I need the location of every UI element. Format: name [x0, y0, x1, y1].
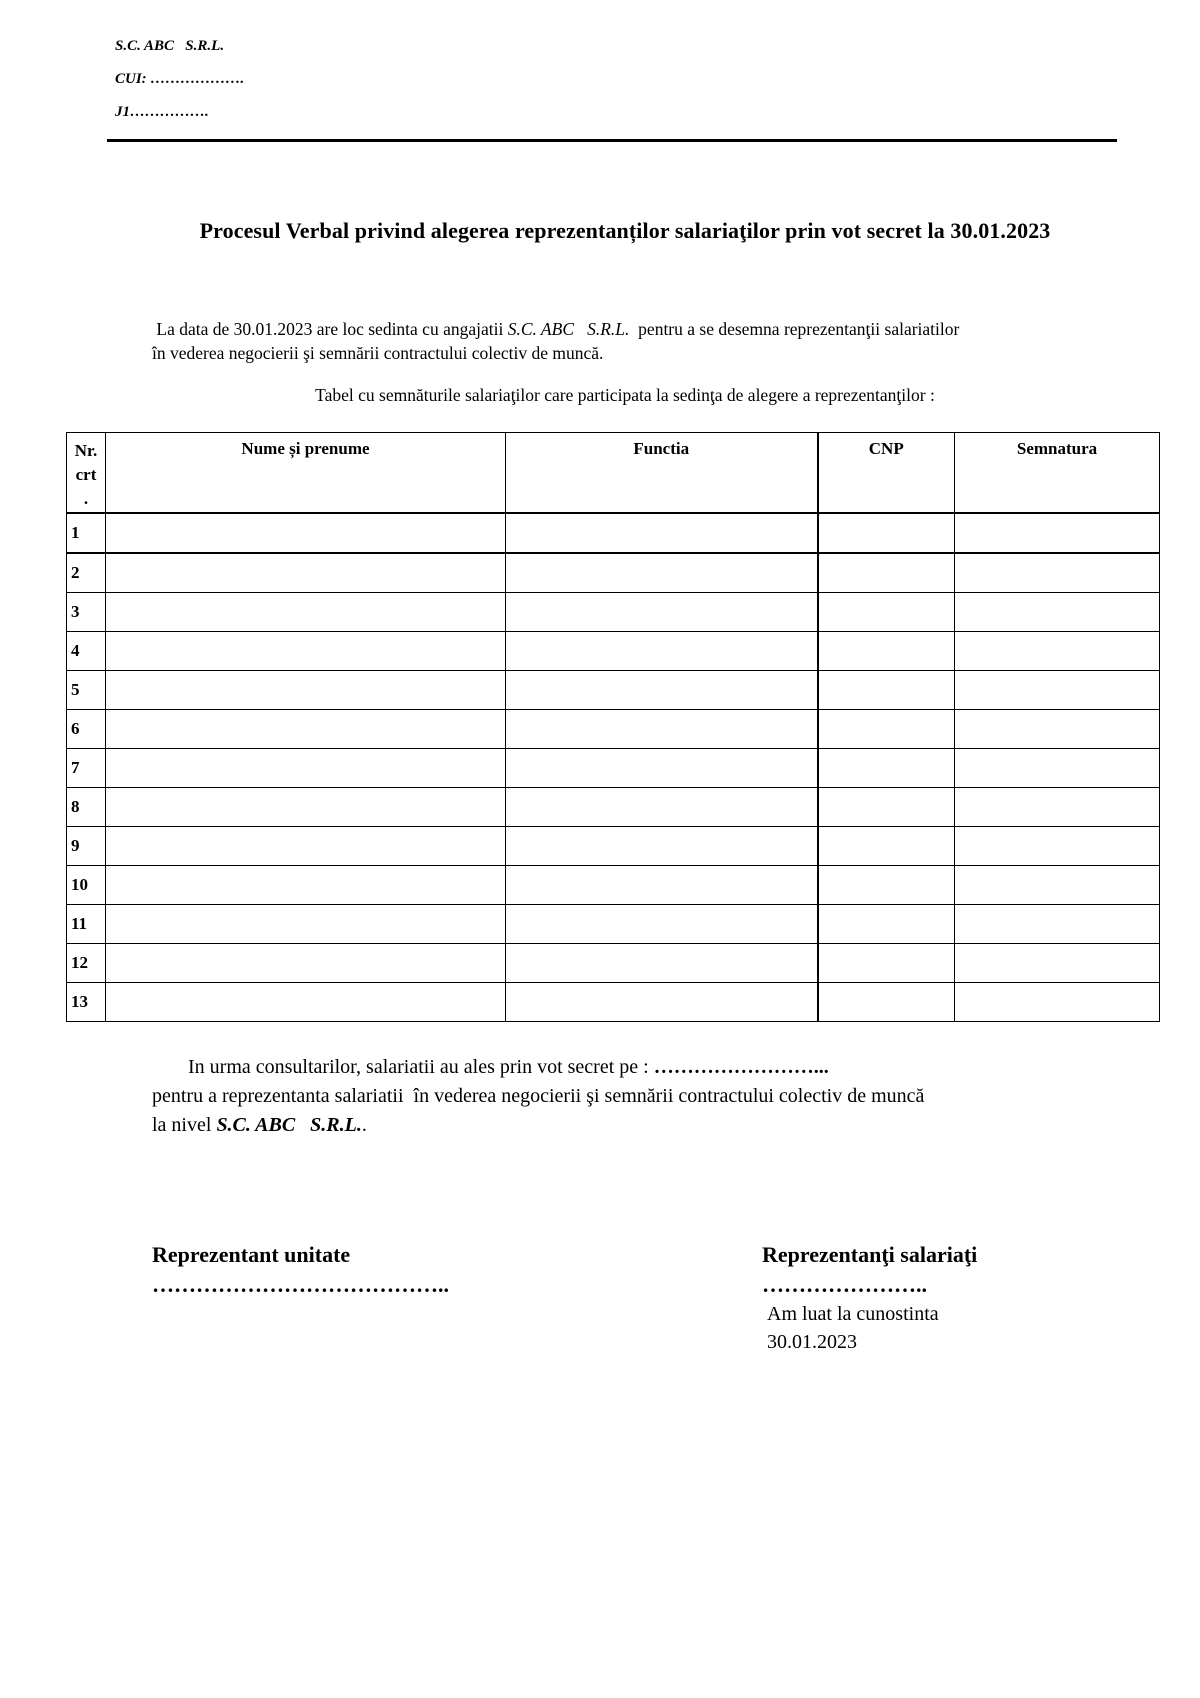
cell-function[interactable] — [506, 631, 818, 670]
cell-signature[interactable] — [955, 943, 1160, 982]
employees-signature-block — [762, 1240, 977, 1356]
cell-cnp[interactable] — [818, 865, 955, 904]
table-row — [67, 709, 1160, 748]
cell-cnp[interactable] — [818, 553, 955, 593]
table-row — [67, 943, 1160, 982]
elected-name-placeholder: ……………………... — [653, 1056, 829, 1078]
header-signature: Semnatura — [955, 433, 1160, 513]
cell-name[interactable] — [106, 865, 506, 904]
result-text-1: In urma consultarilor, salariatii au ales prin vot secret pe : — [188, 1056, 654, 1078]
intro-company: S.C. ABC S.R.L. — [507, 319, 630, 339]
result-company: S.C. ABC S.R.L. — [216, 1114, 362, 1136]
table-row — [67, 826, 1160, 865]
row-number: 6 — [67, 709, 106, 748]
employees-representative-title: Reprezentanţi salariaţi — [762, 1242, 978, 1267]
row-number: 7 — [67, 748, 106, 787]
cell-function[interactable] — [506, 826, 818, 865]
cell-signature[interactable] — [955, 631, 1160, 670]
row-number: 10 — [67, 865, 106, 904]
cell-function[interactable] — [506, 748, 818, 787]
table-row — [67, 631, 1160, 670]
row-number: 12 — [67, 943, 106, 982]
cell-name[interactable] — [106, 513, 506, 553]
result-paragraph — [152, 1053, 1122, 1140]
cell-function[interactable] — [506, 865, 818, 904]
table-row — [67, 904, 1160, 943]
employees-signature-line: ………………….. — [762, 1272, 927, 1297]
cell-name[interactable] — [106, 904, 506, 943]
intro-text-1: La data de 30.01.2023 are loc sedinta cu angajatii — [152, 319, 508, 339]
header-cnp: CNP — [818, 433, 955, 513]
result-line-2: pentru a reprezentanta salariatii în vederea negocierii şi semnării contractului colectiv de muncă — [152, 1085, 925, 1107]
cell-signature[interactable] — [955, 592, 1160, 631]
cell-name[interactable] — [106, 631, 506, 670]
company-cui: CUI: ………………. — [115, 71, 245, 87]
employer-representative-title: Reprezentant unitate — [152, 1242, 351, 1267]
cell-name[interactable] — [106, 670, 506, 709]
row-number: 2 — [67, 553, 106, 593]
intro-text-2: pentru a se desemna reprezentanţii salariatilor — [629, 319, 960, 339]
cell-cnp[interactable] — [818, 787, 955, 826]
result-text-3: la nivel — [152, 1114, 217, 1136]
employer-signature-line: ………………………………….. — [152, 1272, 449, 1297]
table-row — [67, 865, 1160, 904]
header-name: Nume și prenume — [106, 433, 506, 513]
signature-table — [66, 432, 1160, 1022]
cell-cnp[interactable] — [818, 826, 955, 865]
table-row — [67, 982, 1160, 1021]
cell-signature[interactable] — [955, 513, 1160, 553]
cell-cnp[interactable] — [818, 631, 955, 670]
cell-function[interactable] — [506, 943, 818, 982]
cell-name[interactable] — [106, 709, 506, 748]
cell-cnp[interactable] — [818, 982, 955, 1021]
cell-function[interactable] — [506, 787, 818, 826]
row-number: 5 — [67, 670, 106, 709]
cell-signature[interactable] — [955, 865, 1160, 904]
cell-function[interactable] — [506, 709, 818, 748]
cell-name[interactable] — [106, 982, 506, 1021]
cell-function[interactable] — [506, 592, 818, 631]
cell-function[interactable] — [506, 670, 818, 709]
table-row — [67, 592, 1160, 631]
cell-signature[interactable] — [955, 670, 1160, 709]
company-registration: J1……………. — [115, 104, 209, 120]
cell-name[interactable] — [106, 943, 506, 982]
cell-cnp[interactable] — [818, 670, 955, 709]
intro-line-1 — [152, 317, 1102, 341]
cell-signature[interactable] — [955, 748, 1160, 787]
row-number: 1 — [67, 513, 106, 553]
cell-name[interactable] — [106, 826, 506, 865]
cell-cnp[interactable] — [818, 904, 955, 943]
table-header-row — [67, 433, 1160, 513]
company-name: S.C. ABC S.R.L. — [115, 38, 225, 54]
cell-cnp[interactable] — [818, 943, 955, 982]
result-line-1 — [152, 1053, 1122, 1082]
cell-signature[interactable] — [955, 982, 1160, 1021]
intro-line-2: în vederea negocierii şi semnării contractului colectiv de muncă. — [152, 343, 604, 363]
table-row — [67, 670, 1160, 709]
row-number: 9 — [67, 826, 106, 865]
result-line-3 — [152, 1111, 1122, 1140]
header-nr-crt — [67, 433, 106, 513]
cell-signature[interactable] — [955, 553, 1160, 593]
cell-name[interactable] — [106, 787, 506, 826]
employer-signature-block — [152, 1240, 449, 1300]
company-header — [115, 30, 244, 129]
header-function: Functia — [506, 433, 818, 513]
cell-cnp[interactable] — [818, 513, 955, 553]
row-number: 13 — [67, 982, 106, 1021]
row-number: 3 — [67, 592, 106, 631]
table-caption: Tabel cu semnăturile salariaţilor care participata la sedinţa de alegere a reprezentanţilor : — [315, 385, 935, 405]
cell-signature[interactable] — [955, 904, 1160, 943]
cell-function[interactable] — [506, 982, 818, 1021]
cell-cnp[interactable] — [818, 748, 955, 787]
cell-cnp[interactable] — [818, 709, 955, 748]
row-number: 11 — [67, 904, 106, 943]
cell-function[interactable] — [506, 553, 818, 593]
cell-function[interactable] — [506, 513, 818, 553]
cell-signature[interactable] — [955, 826, 1160, 865]
row-number: 8 — [67, 787, 106, 826]
cell-cnp[interactable] — [818, 592, 955, 631]
table-row — [67, 748, 1160, 787]
cell-function[interactable] — [506, 904, 818, 943]
intro-paragraph — [152, 317, 1102, 365]
cell-name[interactable] — [106, 748, 506, 787]
acknowledgement-note: Am luat la cunostinta — [767, 1303, 939, 1325]
table-row — [67, 787, 1160, 826]
header-divider — [107, 139, 1117, 142]
cell-name[interactable] — [106, 592, 506, 631]
cell-name[interactable] — [106, 553, 506, 593]
cell-signature[interactable] — [955, 787, 1160, 826]
result-suffix: . — [361, 1114, 367, 1136]
document-title: Procesul Verbal privind alegerea reprezentanților salariaţilor prin vot secret la 30.01.2023 — [199, 218, 1051, 243]
cell-signature[interactable] — [955, 709, 1160, 748]
header-nr-text: Nr. crt . — [74, 441, 98, 508]
row-number: 4 — [67, 631, 106, 670]
table-row — [67, 553, 1160, 593]
table-row — [67, 513, 1160, 553]
acknowledgement-date: 30.01.2023 — [767, 1331, 857, 1353]
